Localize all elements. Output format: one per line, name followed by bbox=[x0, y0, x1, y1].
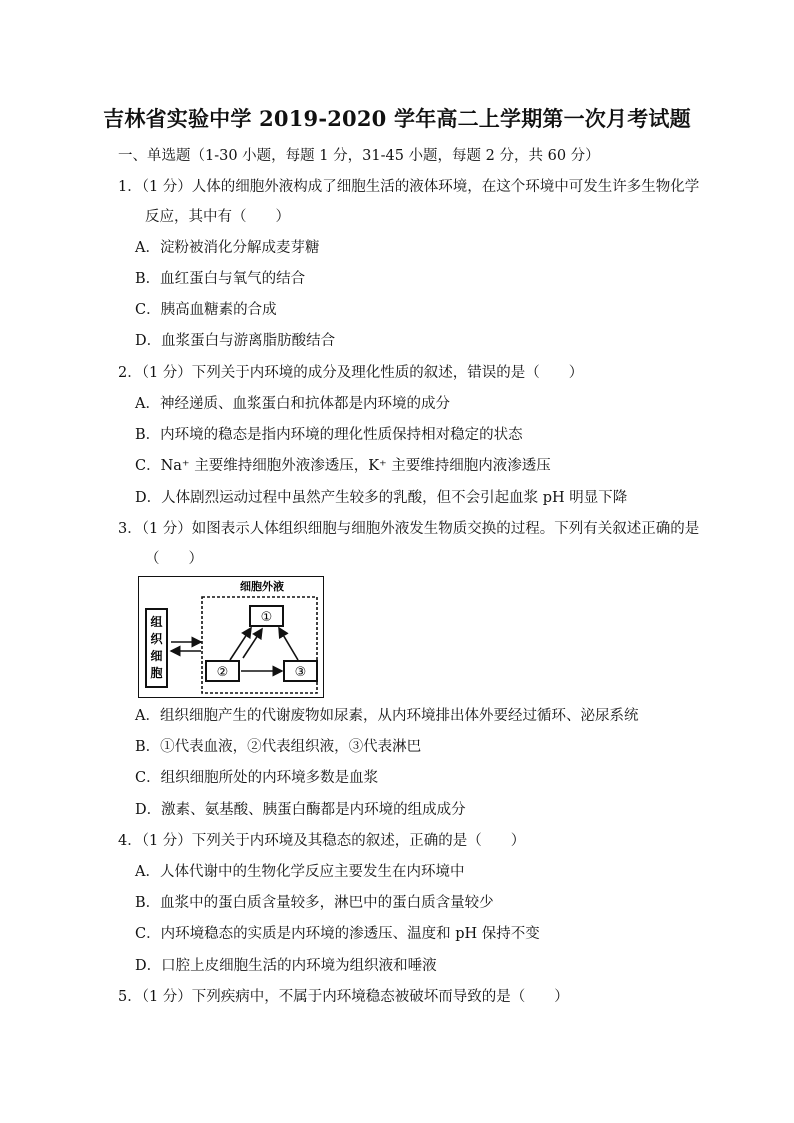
question-1-stem-line-1: 1．（1 分）人体的细胞外液构成了细胞生活的液体环境，在这个环境中可发生许多生物化学 bbox=[118, 179, 700, 195]
question-1-option-b: B．血红蛋白与氧气的结合 bbox=[135, 271, 306, 287]
question-4-option-d: D．口腔上皮细胞生活的内环境为组织液和唾液 bbox=[135, 958, 437, 974]
question-1-option-c: C．胰高血糖素的合成 bbox=[135, 302, 277, 318]
question-1-option-a: A．淀粉被消化分解成麦芽糖 bbox=[135, 240, 320, 256]
question-2-option-c: C．Na⁺ 主要维持细胞外液渗透压，K⁺ 主要维持细胞内液渗透压 bbox=[135, 458, 551, 474]
question-5-stem-line-1: 5．（1 分）下列疾病中，不属于内环境稳态被破坏而导致的是（ ） bbox=[118, 989, 569, 1005]
tissue-cell-char-1: 组 bbox=[150, 615, 163, 629]
question-3-option-b: B．①代表血液，②代表组织液，③代表淋巴 bbox=[135, 739, 422, 755]
arrow-2-to-1 bbox=[230, 628, 251, 660]
exchange-diagram bbox=[138, 576, 324, 698]
tissue-cell-char-4: 胞 bbox=[150, 666, 163, 680]
tissue-cell-char-2: 织 bbox=[150, 632, 163, 646]
arrow-2-to-1-b bbox=[243, 629, 262, 658]
box-3-label: ③ bbox=[294, 665, 307, 680]
question-4-option-c: C．内环境稳态的实质是内环境的渗透压、温度和 pH 保持不变 bbox=[135, 926, 540, 942]
question-1-stem-line-2: 反应，其中有（ ） bbox=[145, 209, 290, 225]
question-4-option-b: B．血浆中的蛋白质含量较多，淋巴中的蛋白质含量较少 bbox=[135, 895, 494, 911]
box-1-label: ① bbox=[260, 610, 273, 625]
question-3-option-a: A．组织细胞产生的代谢废物如尿素，从内环境排出体外要经过循环、泌尿系统 bbox=[135, 708, 639, 724]
extracellular-fluid-label: 细胞外液 bbox=[240, 580, 284, 593]
question-2-option-d: D．人体剧烈运动过程中虽然产生较多的乳酸，但不会引起血浆 pH 明显下降 bbox=[135, 490, 628, 506]
question-3-stem-line-1: 3．（1 分）如图表示人体组织细胞与细胞外液发生物质交换的过程。下列有关叙述正确的是 bbox=[118, 521, 700, 537]
arrow-3-to-1 bbox=[279, 628, 298, 660]
page-title: 吉林省实验中学 2019-2020 学年高二上学期第一次月考试题 bbox=[103, 106, 691, 131]
question-2-option-b: B．内环境的稳态是指内环境的理化性质保持相对稳定的状态 bbox=[135, 427, 523, 443]
section-heading: 一、单选题（1-30 小题，每题 1 分，31-45 小题，每题 2 分，共 60 分） bbox=[118, 148, 600, 164]
question-3-option-d: D．激素、氨基酸、胰蛋白酶都是内环境的组成成分 bbox=[135, 802, 466, 818]
question-2-option-a: A．神经递质、血浆蛋白和抗体都是内环境的成分 bbox=[135, 396, 450, 412]
box-2-label: ② bbox=[216, 665, 229, 680]
tissue-cell-char-3: 细 bbox=[150, 649, 163, 663]
question-3-stem-line-2: （ ） bbox=[145, 551, 203, 567]
question-2-stem-line-1: 2．（1 分）下列关于内环境的成分及理化性质的叙述，错误的是（ ） bbox=[118, 365, 584, 381]
question-1-option-d: D．血浆蛋白与游离脂肪酸结合 bbox=[135, 333, 336, 349]
question-4-stem-line-1: 4．（1 分）下列关于内环境及其稳态的叙述，正确的是（ ） bbox=[118, 833, 526, 849]
question-4-option-a: A．人体代谢中的生物化学反应主要发生在内环境中 bbox=[135, 864, 465, 880]
question-3-option-c: C．组织细胞所处的内环境多数是血浆 bbox=[135, 770, 379, 786]
